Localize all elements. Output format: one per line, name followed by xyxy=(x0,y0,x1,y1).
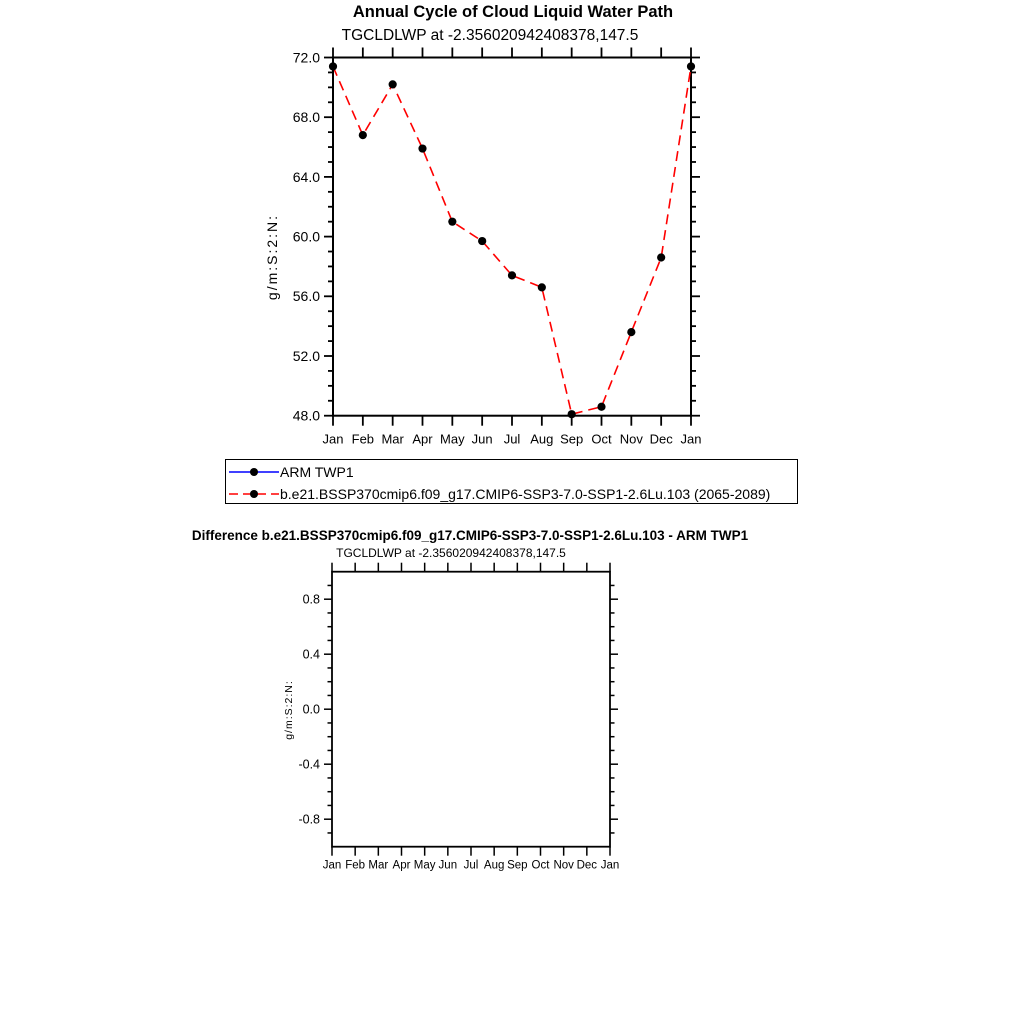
difference-chart-x-tick-label: Nov xyxy=(553,859,574,872)
top-chart-frame xyxy=(333,58,691,416)
difference-chart-x-tick-label: May xyxy=(413,859,436,872)
difference-chart-x-tick-label: Aug xyxy=(483,859,505,872)
difference-chart-title: Difference b.e21.BSSP370cmip6.f09_g17.CMIP6-SSP3-7.0-SSP1-2.6Lu.103 - ARM TWP1 xyxy=(191,528,749,543)
top-chart-y-tick-label: 52.0 xyxy=(292,347,320,364)
top-chart-x-tick-label: Feb xyxy=(351,431,375,447)
difference-chart-x-tick-label: Jan xyxy=(600,859,620,872)
difference-chart-x-tick-label: Feb xyxy=(345,859,366,872)
difference-chart-y-tick-label: 0.8 xyxy=(302,592,320,607)
top-chart-data-point xyxy=(538,283,546,291)
difference-chart-y-tick-label: -0.8 xyxy=(298,812,320,827)
legend-label-model-run: b.e21.BSSP370cmip6.f09_g17.CMIP6-SSP3-7.0-SSP1-2.6Lu.103 (2065-2089) xyxy=(280,486,771,502)
top-chart-y-tick-label: 72.0 xyxy=(292,49,320,66)
difference-chart-x-tick-label: Jul xyxy=(463,859,479,872)
difference-chart-y-tick-label: 0.0 xyxy=(302,702,320,717)
legend-label-arm-twp1: ARM TWP1 xyxy=(280,464,354,480)
legend-marker-dot xyxy=(250,468,258,476)
difference-chart-frame xyxy=(332,572,610,847)
legend-line-sample-red-dashed xyxy=(228,488,280,500)
top-chart-series-line xyxy=(333,67,691,415)
legend-marker-dot xyxy=(250,490,258,498)
difference-chart-subtitle: TGCLDLWP at -2.356020942408378,147.5 xyxy=(336,546,566,560)
top-chart-data-point xyxy=(597,403,605,411)
top-chart-x-tick-label: Jan xyxy=(322,431,344,447)
top-chart-data-point xyxy=(418,144,426,152)
top-chart-x-tick-label: Sep xyxy=(560,431,584,447)
top-chart-x-tick-label: May xyxy=(440,431,465,447)
difference-chart-x-tick-label: Sep xyxy=(507,859,528,872)
top-chart-data-point xyxy=(508,271,516,279)
difference-chart-x-tick-label: Jan xyxy=(322,859,342,872)
top-chart-x-tick-label: Apr xyxy=(412,431,433,447)
top-chart-data-point xyxy=(448,218,456,226)
difference-chart-x-tick-label: Jun xyxy=(438,859,458,872)
top-chart-x-tick-label: Aug xyxy=(530,431,554,447)
top-chart-y-axis-label: g/m:S:2:N: xyxy=(264,213,280,301)
difference-chart-y-tick-label: 0.4 xyxy=(302,647,320,662)
top-chart-y-tick-label: 64.0 xyxy=(292,168,320,185)
difference-chart-x-tick-label: Apr xyxy=(392,859,411,872)
top-chart-subtitle: TGCLDLWP at -2.356020942408378,147.5 xyxy=(341,27,639,44)
top-chart-x-tick-label: Jun xyxy=(471,431,493,447)
top-chart-data-point xyxy=(657,253,665,261)
difference-chart-x-tick-label: Mar xyxy=(368,859,389,872)
legend-entry-model-run xyxy=(228,484,797,504)
top-chart-data-point xyxy=(627,328,635,336)
top-chart-x-tick-label: Mar xyxy=(381,431,404,447)
difference-chart-y-axis-label: g/m:S:2:N: xyxy=(283,680,295,740)
legend-entry-arm-twp1 xyxy=(228,462,797,482)
legend-line-sample-blue-solid xyxy=(228,466,280,478)
difference-chart-y-tick-label: -0.4 xyxy=(298,757,320,772)
top-chart-title: Annual Cycle of Cloud Liquid Water Path xyxy=(352,3,674,21)
difference-chart-x-tick-label: Oct xyxy=(531,859,550,872)
top-chart-x-tick-label: Dec xyxy=(649,431,673,447)
top-chart-data-point xyxy=(359,131,367,139)
top-chart-y-tick-label: 48.0 xyxy=(292,407,320,424)
top-chart-data-point xyxy=(478,237,486,245)
top-chart-y-tick-label: 56.0 xyxy=(292,288,320,305)
top-chart-y-tick-label: 68.0 xyxy=(292,109,320,126)
top-chart-x-tick-label: Jan xyxy=(680,431,702,447)
top-chart-data-point xyxy=(687,62,695,70)
legend-box xyxy=(225,459,798,504)
top-chart-x-tick-label: Nov xyxy=(619,431,643,447)
difference-chart-x-tick-label: Dec xyxy=(576,859,598,872)
top-chart-y-tick-label: 60.0 xyxy=(292,228,320,245)
top-chart-x-tick-label: Jul xyxy=(503,431,521,447)
top-chart-data-point xyxy=(568,410,576,418)
top-chart-data-point xyxy=(389,80,397,88)
top-chart-data-point xyxy=(329,62,337,70)
top-chart-x-tick-label: Oct xyxy=(591,431,612,447)
